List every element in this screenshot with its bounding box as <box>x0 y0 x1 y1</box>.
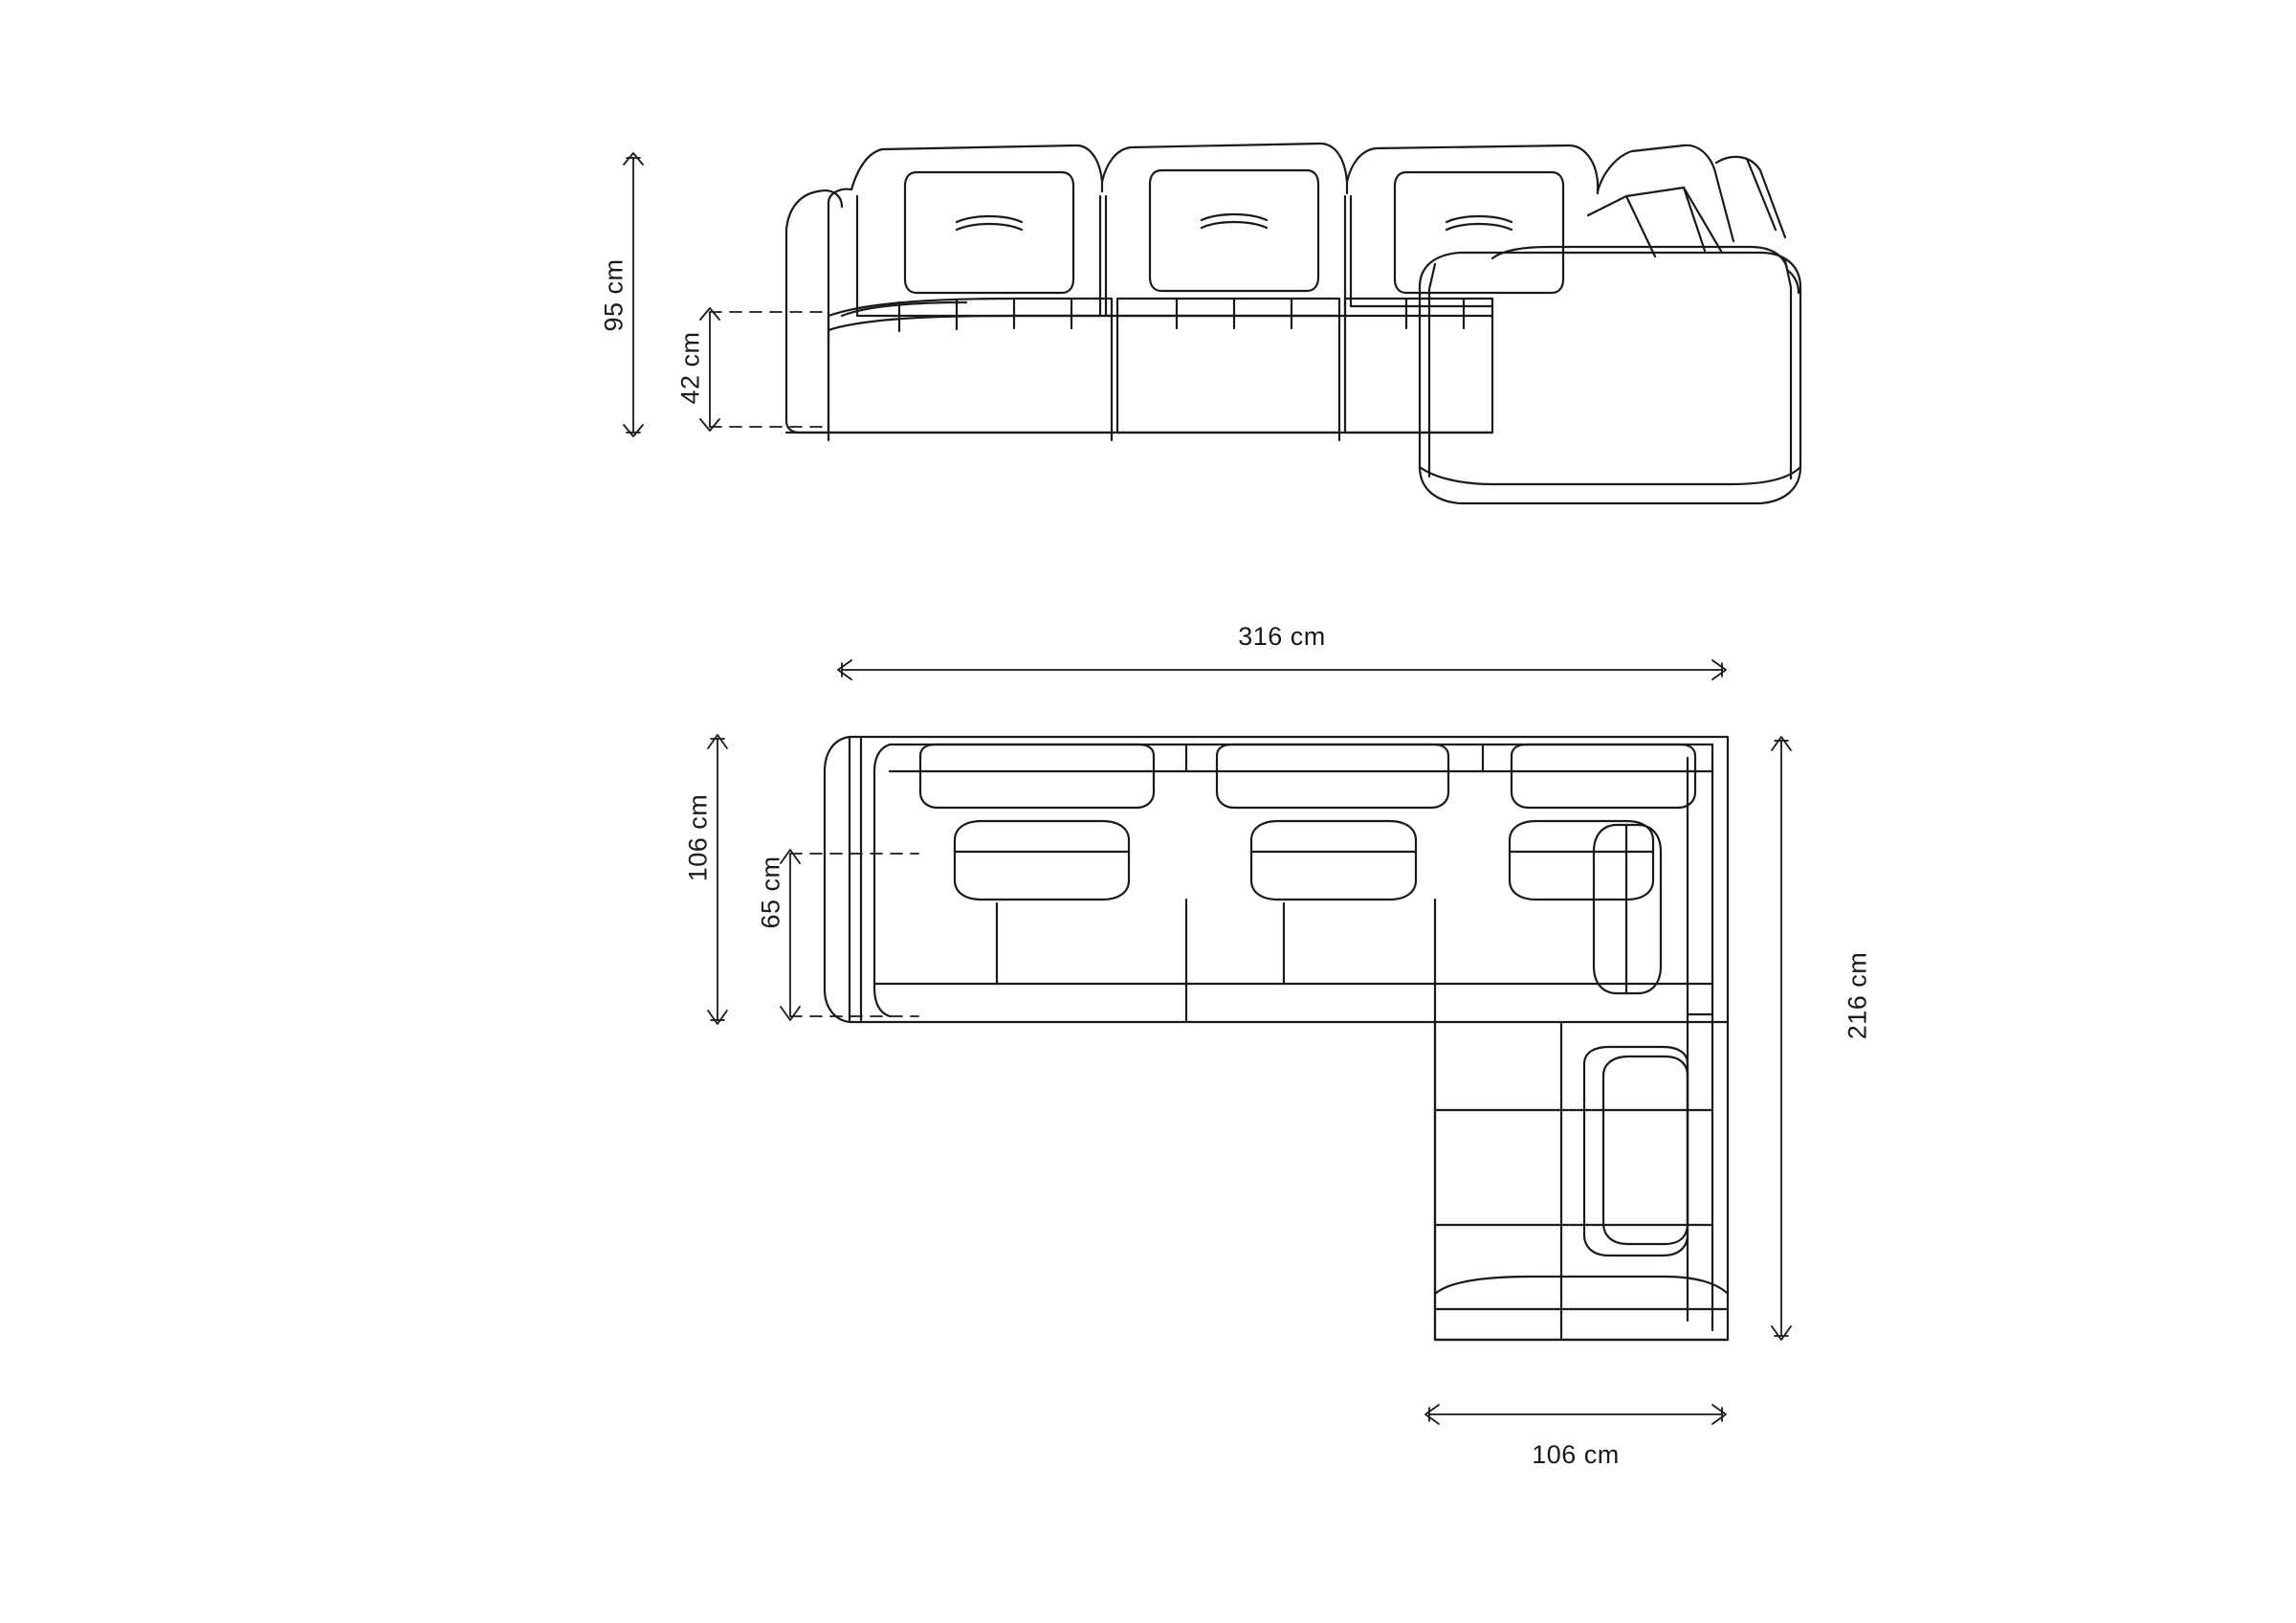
dimension-label-chaise-width: 106 cm <box>1532 1440 1620 1469</box>
dimension-label-seat-depth: 65 cm <box>756 856 785 929</box>
top-plan-view <box>825 737 1728 1340</box>
front-elevation-view <box>786 144 1800 503</box>
dimension-label-plan-width: 316 cm <box>1238 622 1326 651</box>
dimension-label-plan-depth-left: 106 cm <box>683 793 713 882</box>
dimension-label-front-height: 95 cm <box>599 258 629 332</box>
dimension-label-seat-height: 42 cm <box>675 331 705 405</box>
dimension-lines <box>624 153 1791 1424</box>
dimension-label-plan-depth-total: 216 cm <box>1843 951 1872 1040</box>
